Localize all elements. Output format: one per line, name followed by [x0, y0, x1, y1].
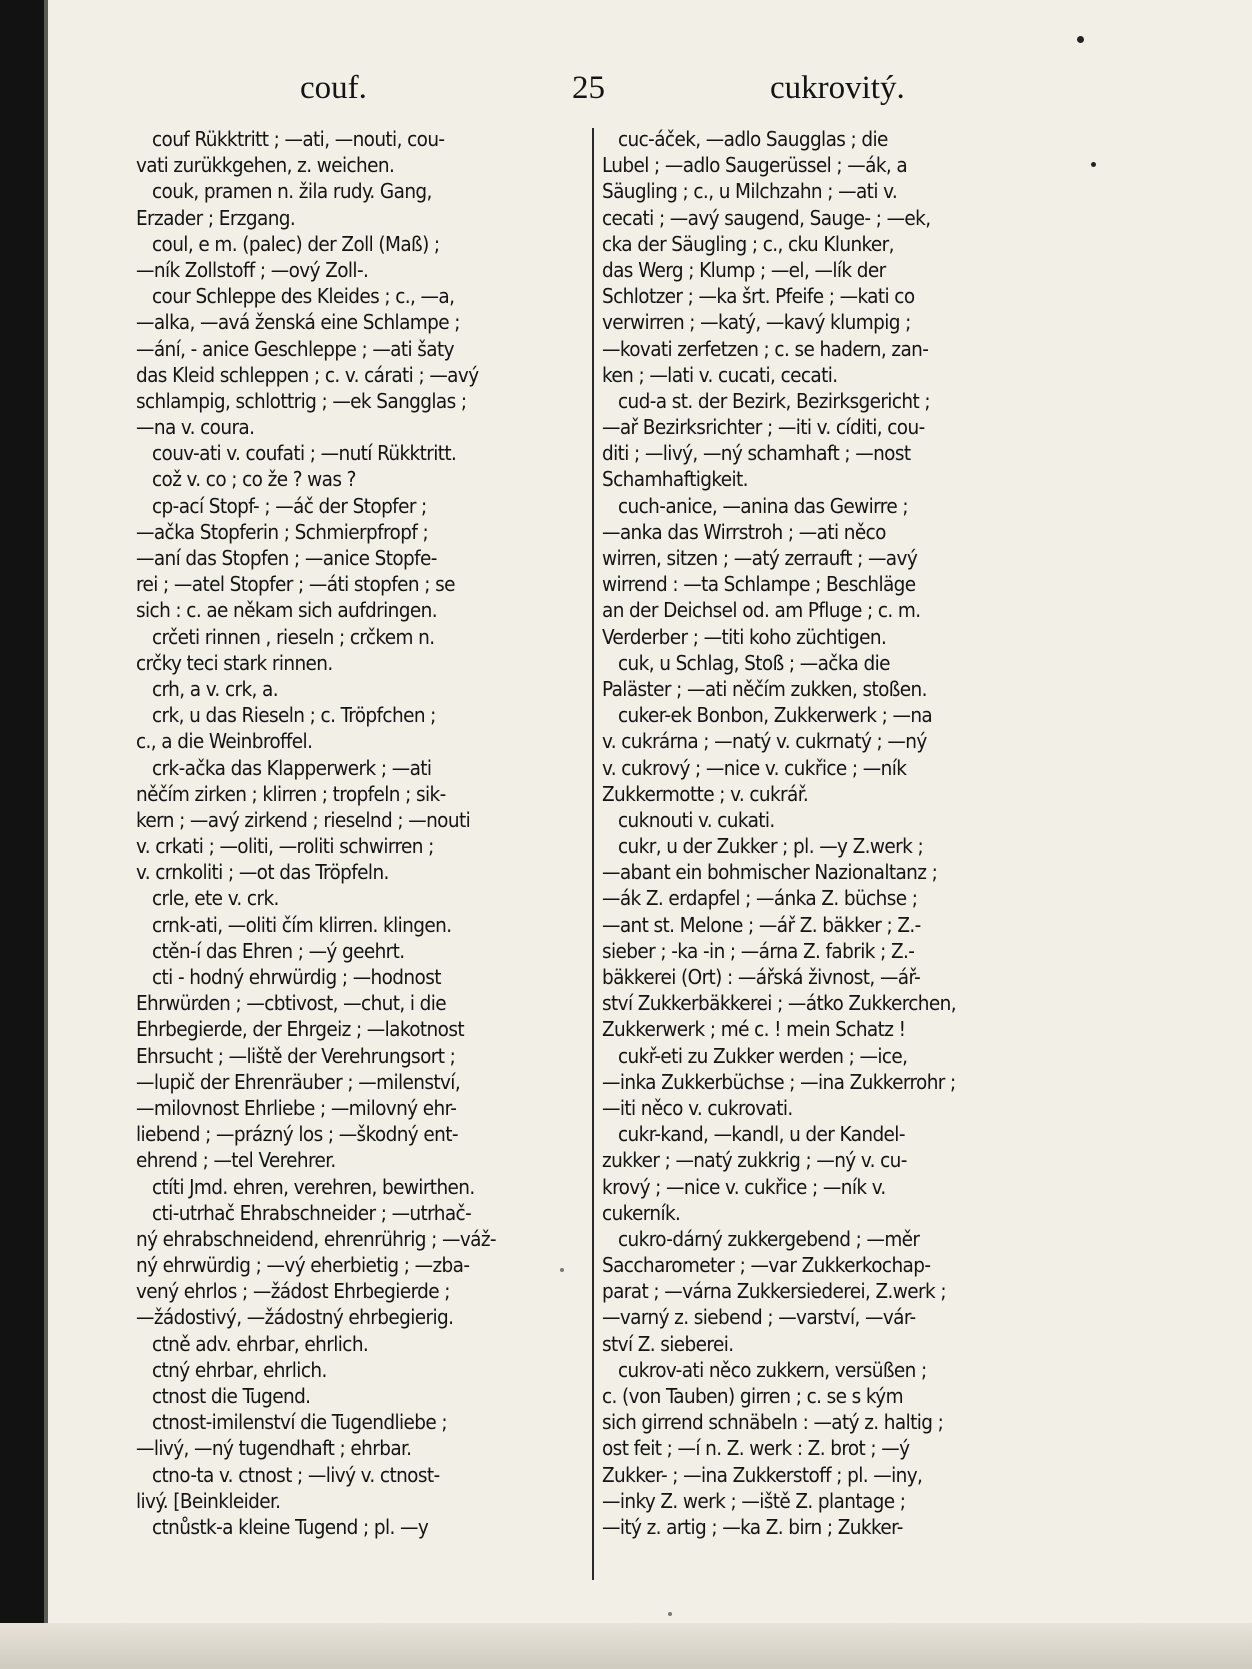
entry-line: —abant ein bohmischer Nazionaltanz ;	[602, 860, 938, 885]
entry-line: —na v. coura.	[136, 415, 255, 440]
entry-line: ný ehrwürdig ; —vý eherbietig ; —zba-	[136, 1253, 470, 1278]
entry-line: cour Schleppe des Kleides ; c., —a,	[152, 284, 455, 309]
print-speck	[668, 1612, 672, 1616]
entry-line: něčím zirken ; klirren ; tropfeln ; sik-	[136, 781, 446, 806]
entry-line: Säugling ; c., u Milchzahn ; —ati v.	[602, 179, 898, 204]
entry-line: ctnůstk-a kleine Tugend ; pl. —y	[152, 1514, 429, 1539]
entry-line: diti ; —livý, —ný schamhaft ; —nost	[602, 441, 911, 466]
entry-line: wirrend : —ta Schlampe ; Beschläge	[602, 572, 916, 597]
entry-line: v. cukrový ; —nice v. cukřice ; —ník	[602, 755, 907, 780]
entry-line: —aní das Stopfen ; —anice Stopfe-	[136, 546, 437, 570]
entry-line: ctno-ta v. ctnost ; —livý v. ctnost-	[152, 1462, 440, 1487]
entry-line: cuknouti v. cukati.	[618, 807, 775, 832]
entry-line: crh, a v. crk, a.	[152, 676, 279, 701]
binding-edge	[44, 0, 48, 1669]
entry-line: liebend ; —prázný los ; —škodný ent-	[136, 1122, 458, 1147]
entry-line: —ař Bezirksrichter ; —iti v. cíditi, cou-	[602, 415, 925, 440]
entry-line: zukker ; —natý zukkrig ; —ný v. cu-	[602, 1148, 907, 1173]
entry-line: —ání, - anice Geschleppe ; —ati šaty	[136, 336, 454, 361]
entry-line: parat ; —várna Zukkersiederei, Z.werk ;	[602, 1279, 946, 1304]
entry-line: cukr-kand, —kandl, u der Kandel-	[618, 1122, 905, 1147]
entry-line: kern ; —avý zirkend ; rieselnd ; —nouti	[136, 807, 471, 832]
entry-line: —lupič der Ehrenräuber ; —milenství,	[136, 1069, 461, 1094]
entry-line: wirren, sitzen ; —atý zerrauft ; —avý	[602, 546, 918, 570]
entry-line: Ehrbegierde, der Ehrgeiz ; —lakotnost	[136, 1017, 464, 1042]
entry-line: an der Deichsel od. am Pfluge ; c. m.	[602, 598, 921, 623]
entry-line: cuker-ek Bonbon, Zukkerwerk ; —na	[618, 703, 933, 728]
entry-line: ství Zukkerbäkkerei ; —átko Zukkerchen,	[602, 991, 956, 1016]
entry-line: Paläster ; —ati něčím zukken, stoßen.	[602, 676, 927, 701]
entry-line: —iti něco v. cukrovati.	[602, 1095, 793, 1120]
entry-line: cukr, u der Zukker ; pl. —y Z.werk ;	[618, 834, 924, 859]
running-head	[300, 70, 940, 110]
left-column	[136, 126, 591, 1540]
page-number: 25	[572, 70, 605, 106]
entry-line: das Werg ; Klump ; —el, —lík der	[602, 257, 886, 282]
entry-line: das Kleid schleppen ; c. v. cárati ; —avý	[136, 362, 479, 387]
entry-line: cukerník.	[602, 1200, 681, 1225]
entry-line: livý. [Beinkleider.	[136, 1488, 281, 1513]
column-divider	[592, 128, 594, 1580]
entry-line: coul, e m. (palec) der Zoll (Maß) ;	[152, 231, 440, 256]
entry-line: ctěn-í das Ehren ; —ý geehrt.	[152, 938, 405, 963]
entry-line: crk-ačka das Klapperwerk ; —ati	[152, 755, 432, 780]
entry-line: cukrov-ati něco zukkern, versüßen ;	[618, 1357, 927, 1382]
entry-line: Erzader ; Erzgang.	[136, 205, 296, 230]
entry-line: cka der Säugling ; c., cku Klunker,	[602, 231, 894, 256]
entry-line: sieber ; -ka -in ; —árna Z. fabrik ; Z.-	[602, 938, 915, 963]
binding-gutter	[0, 0, 44, 1669]
entry-line: cud-a st. der Bezirk, Bezirksgericht ;	[618, 388, 930, 413]
entry-line: Zukker- ; —ina Zukkerstoff ; pl. —iny,	[602, 1462, 923, 1487]
entry-line: schlampig, schlottrig ; —ek Sangglas ;	[136, 388, 467, 413]
page-bottom-shadow	[0, 1623, 1252, 1669]
entry-line: crčky teci stark rinnen.	[136, 650, 333, 675]
entry-line: což v. co ; co že ? was ?	[152, 467, 356, 492]
entry-line: —itý z. artig ; —ka Z. birn ; Zukker-	[602, 1514, 903, 1539]
entry-line: Verderber ; —titi koho züchtigen.	[602, 624, 887, 649]
entry-line: ctíti Jmd. ehren, verehren, bewirthen.	[152, 1174, 475, 1199]
entry-line: —varný z. siebend ; —varství, —vár-	[602, 1305, 916, 1330]
entry-line: cecati ; —avý saugend, Sauge- ; —ek,	[602, 205, 931, 230]
entry-line: Zukkerwerk ; mé c. ! mein Schatz !	[602, 1017, 906, 1042]
entry-line: —inka Zukkerbüchse ; —ina Zukkerrohr ;	[602, 1069, 956, 1094]
entry-line: cti - hodný ehrwürdig ; —hodnost	[152, 965, 441, 989]
guide-word-left: couf.	[300, 70, 367, 106]
entry-line: —inky Z. werk ; —iště Z. plantage ;	[602, 1488, 906, 1513]
entry-line: cp-ací Stopf- ; —áč der Stopfer ;	[152, 493, 427, 518]
entry-line: verwirren ; —katý, —kavý klumpig ;	[602, 310, 911, 335]
entry-line: cuch-anice, —anina das Gewirre ;	[618, 493, 908, 518]
entry-line: cukro-dárný zukkergebend ; —měr	[618, 1226, 920, 1251]
entry-line: v. cukrárna ; —natý v. cukrnatý ; —ný	[602, 729, 927, 754]
entry-line: couv-ati v. coufati ; —nutí Rükktritt.	[152, 441, 457, 466]
right-column	[602, 126, 1074, 1540]
entry-line: ctnost die Tugend.	[152, 1384, 311, 1408]
entry-line: c., a die Weinbroffel.	[136, 729, 313, 754]
entry-line: —anka das Wirrstroh ; —ati něco	[602, 519, 886, 544]
entry-line: Ehrwürden ; —cbtivost, —chut, i die	[136, 991, 447, 1016]
entry-line: —alka, —avá ženská eine Schlampe ;	[136, 310, 460, 335]
print-speck	[1091, 162, 1096, 167]
print-speck	[1077, 36, 1084, 43]
entry-line: crčeti rinnen , rieseln ; crčkem n.	[152, 624, 435, 649]
entry-line: bäkkerei (Ort) : —ářská živnost, —ář-	[602, 965, 921, 989]
entry-line: Ehrsucht ; —liště der Verehrungsort ;	[136, 1043, 456, 1068]
entry-line: v. crkati ; —oliti, —roliti schwirren ;	[136, 834, 434, 859]
entry-line: vený ehrlos ; —žádost Ehrbegierde ;	[136, 1279, 450, 1304]
entry-line: ný ehrabschneidend, ehrenrührig ; —váž-	[136, 1226, 496, 1251]
entry-line: ctně adv. ehrbar, ehrlich.	[152, 1331, 369, 1356]
entry-line: sich girrend schnäbeln : —atý z. haltig ;	[602, 1410, 944, 1435]
entry-line: crnk-ati, —oliti čím klirren. klingen.	[152, 912, 452, 937]
entry-line: cti-utrhač Ehrabschneider ; —utrhač-	[152, 1200, 472, 1225]
entry-line: ost feit ; —í n. Z. werk : Z. brot ; —ý	[602, 1436, 910, 1461]
entry-line: ctnost-imilenství die Tugendliebe ;	[152, 1410, 448, 1435]
entry-line: —ant st. Melone ; —ář Z. bäkker ; Z.-	[602, 912, 921, 937]
entry-line: crle, ete v. crk.	[152, 886, 279, 911]
entry-line: Schlotzer ; —ka šrt. Pfeife ; —kati co	[602, 284, 915, 309]
entry-line: —ačka Stopferin ; Schmierpfropf ;	[136, 519, 429, 544]
print-speck	[560, 1268, 564, 1272]
entry-line: Zukkermotte ; v. cukrář.	[602, 781, 809, 806]
guide-word-right: cukrovitý.	[770, 70, 905, 106]
entry-line: ctný ehrbar, ehrlich.	[152, 1357, 327, 1382]
entry-line: Lubel ; —adlo Saugerüssel ; —ák, a	[602, 153, 908, 178]
entry-line: —ák Z. erdapfel ; —ánka Z. büchse ;	[602, 886, 918, 911]
entry-line: ství Z. sieberei.	[602, 1331, 734, 1356]
entry-line: —ník Zollstoff ; —ový Zoll-.	[136, 257, 369, 282]
entry-line: —milovnost Ehrliebe ; —milovný ehr-	[136, 1095, 457, 1120]
entry-line: ehrend ; —tel Verehrer.	[136, 1148, 336, 1173]
entry-line: couf Rükktritt ; —ati, —nouti, cou-	[152, 127, 445, 151]
entry-line: —livý, —ný tugendhaft ; ehrbar.	[136, 1436, 412, 1461]
entry-line: Saccharometer ; —var Zukkerkochap-	[602, 1253, 931, 1278]
entry-line: c. (von Tauben) girren ; c. se s kým	[602, 1384, 903, 1408]
entry-line: cukř-eti zu Zukker werden ; —ice,	[618, 1043, 908, 1068]
entry-line: ken ; —lati v. cucati, cecati.	[602, 362, 838, 387]
entry-line: —žádostivý, —žádostný ehrbegierig.	[136, 1305, 454, 1330]
entry-line: vati zurükkgehen, z. weichen.	[136, 153, 395, 178]
entry-line: cuc-áček, —adlo Saugglas ; die	[618, 127, 888, 151]
entry-line: v. crnkoliti ; —ot das Tröpfeln.	[136, 860, 389, 885]
entry-line: Schamhaftigkeit.	[602, 467, 748, 492]
entry-line: sich : c. ae někam sich aufdringen.	[136, 598, 437, 623]
entry-line: rei ; —atel Stopfer ; —áti stopfen ; se	[136, 572, 455, 597]
entry-line: couk, pramen n. žila rudy. Gang,	[152, 179, 432, 204]
entry-line: cuk, u Schlag, Stoß ; —ačka die	[618, 650, 890, 675]
entry-line: —kovati zerfetzen ; c. se hadern, zan-	[602, 336, 929, 361]
entry-line: crk, u das Rieseln ; c. Tröpfchen ;	[152, 703, 436, 728]
entry-line: krový ; —nice v. cukřice ; —ník v.	[602, 1174, 886, 1199]
